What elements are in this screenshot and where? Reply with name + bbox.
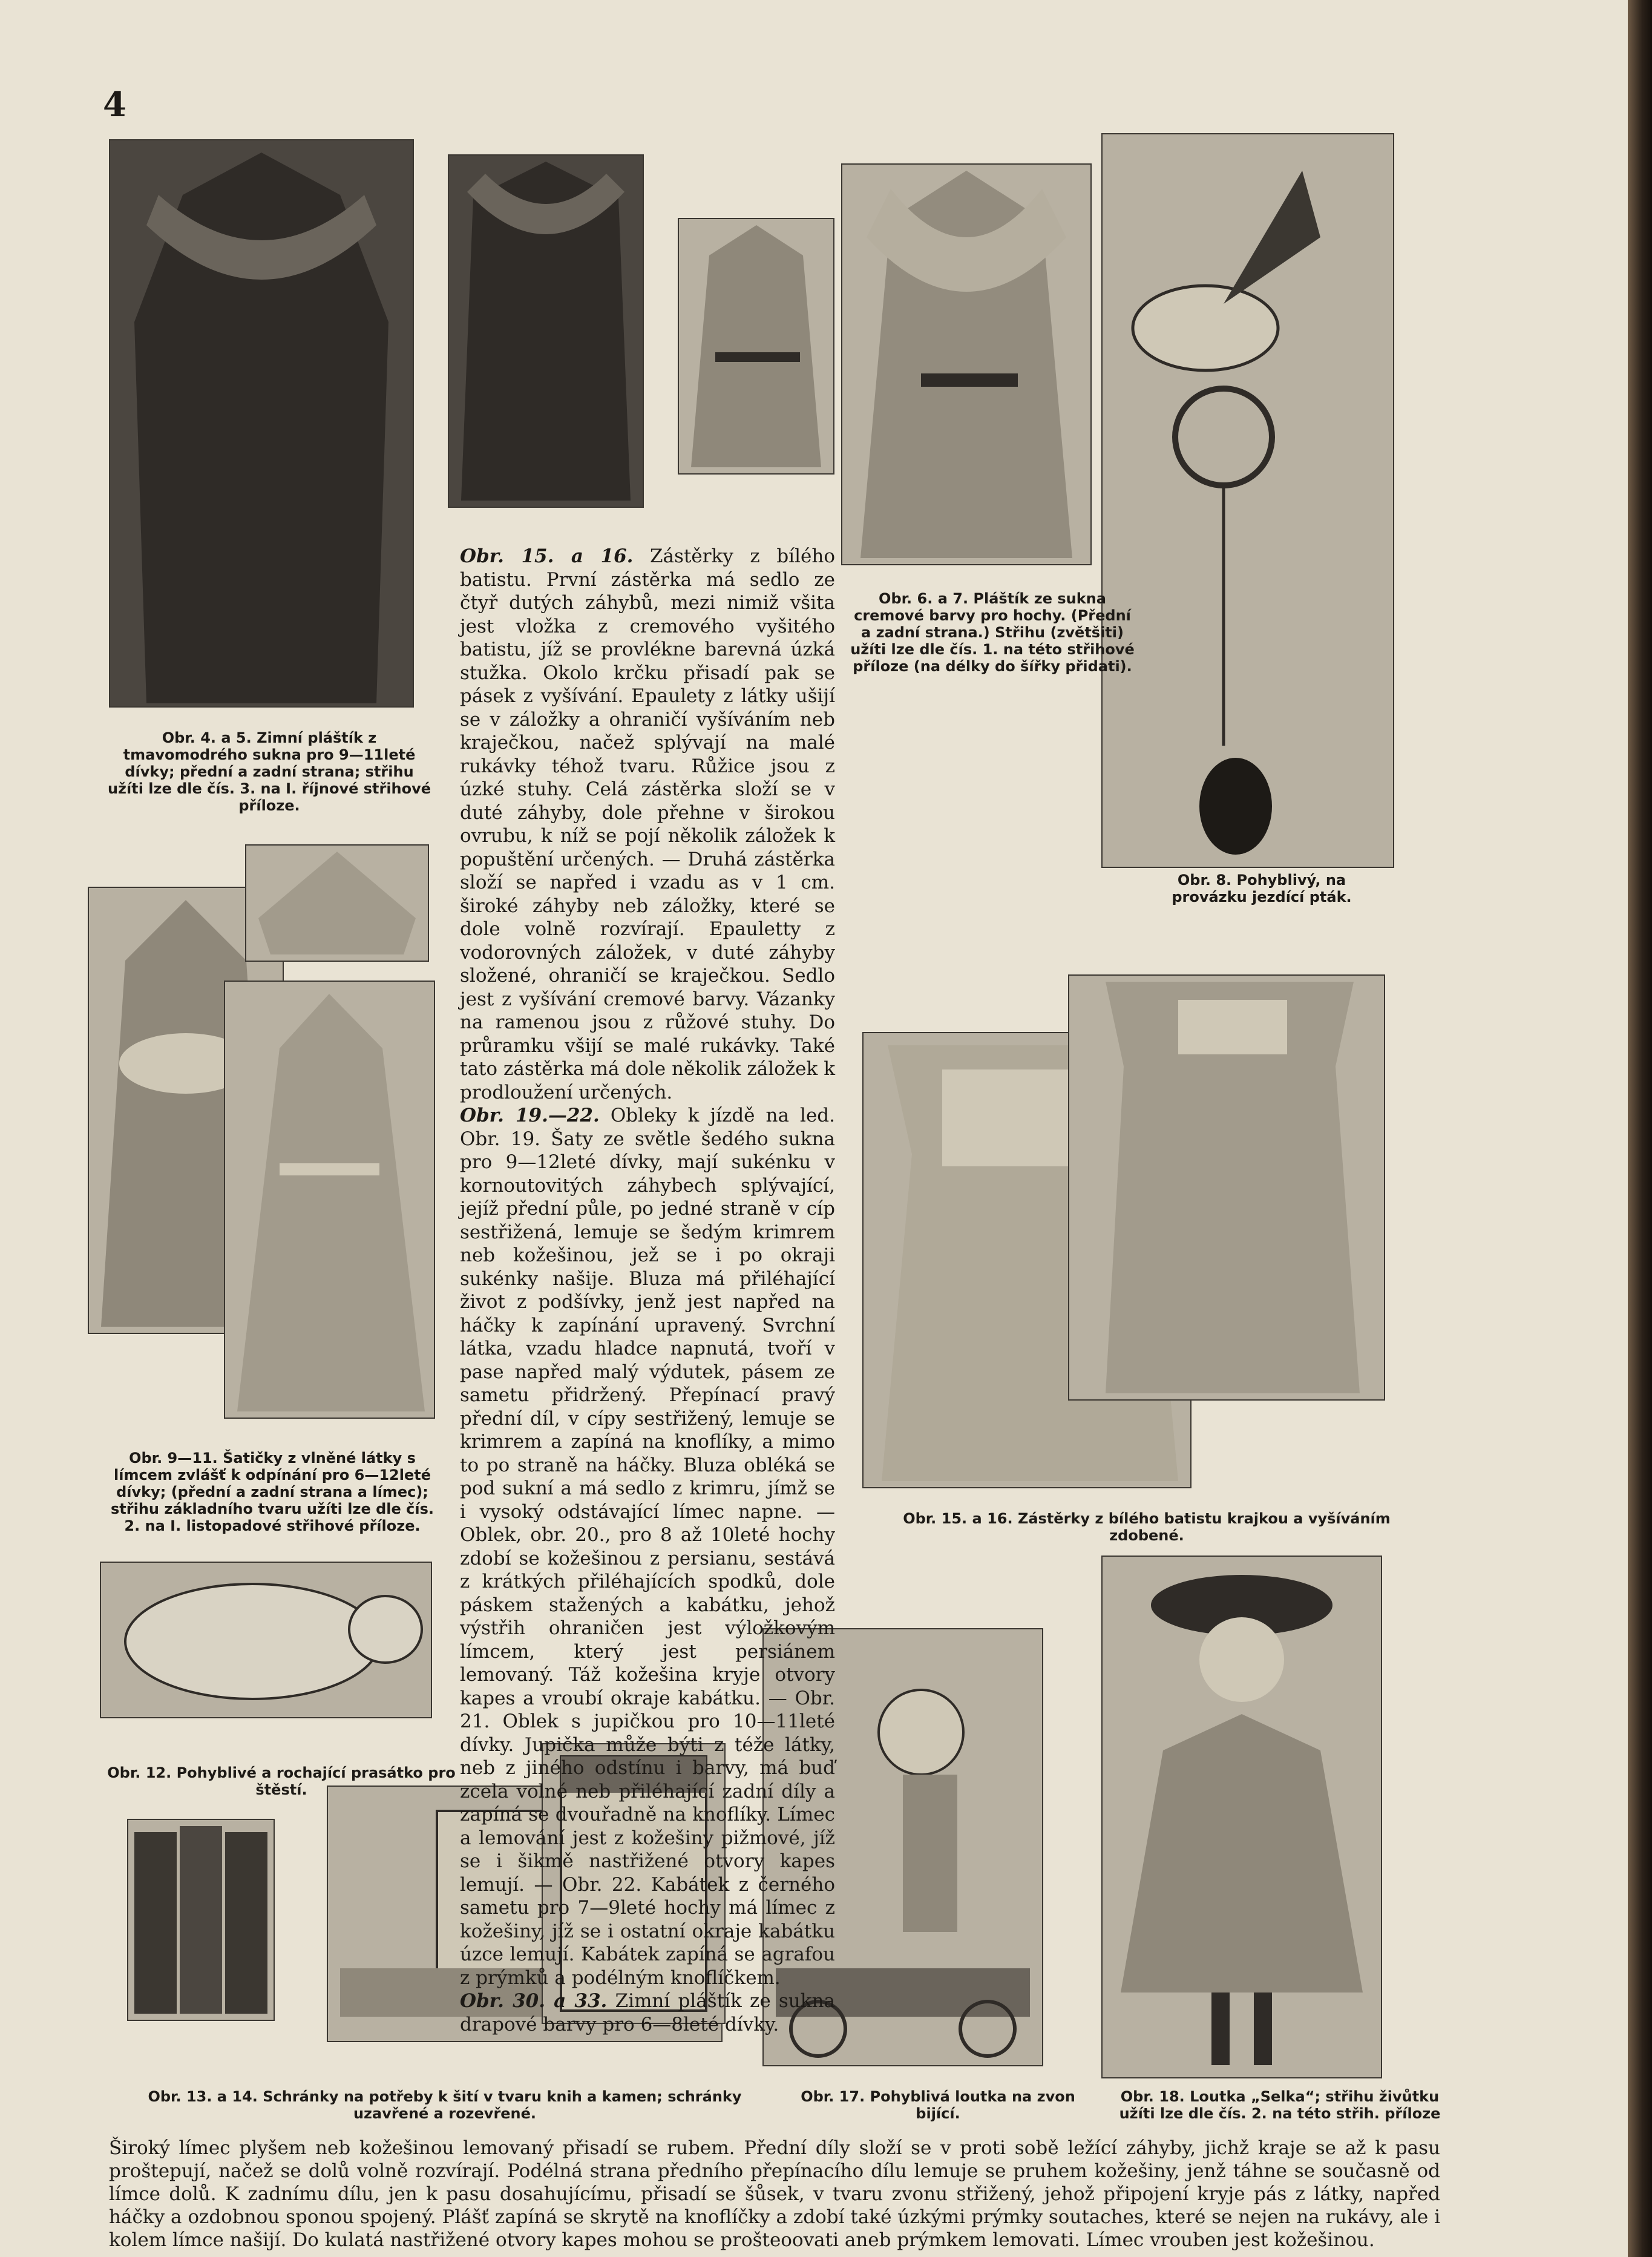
illustration-pig-12 <box>100 1562 432 1718</box>
page-number: 4 <box>103 85 126 125</box>
illustration-dress-back-11 <box>224 981 435 1419</box>
illustration-child-coat-6 <box>678 218 834 475</box>
illustration-sewing-box-books-13 <box>127 1819 275 2021</box>
illustration-coat-back-5 <box>448 154 644 508</box>
caption-obr-8: Obr. 8. Pohyblivý, na provázku jezdící pták. <box>1172 872 1352 905</box>
caption-obr-9-11: Obr. 9—11. Šatičky z vlněné látky s límcem zvlášť k odpínání pro 6—12leté dívky; (přední a zadní strana a límec); střihu základního tvaru užíti lze dle čís. 2. na I. listopadové střihové příloze. <box>111 1450 434 1534</box>
bottom-paragraph: Široký límec plyšem neb kožešinou lemovaný přisadí se rubem. Přední díly složí se v proti sobě ležící záhyby, jichž kraje se až k pasu proštepují, načež se dolů volně rozvírají. Podélná strana předního přepínacího dílu lemuje se pruhem kožešiny, jenž táhne se současně od límce dolů. K zadnímu dílu, jen k pasu dosahujícímu, přisadí se šůsek, v tvaru zvonu střižený, jehož připojení kryje pás z látky, napřed háčky a ozdobnou sponou spojený. Plášť zapíná se skrytě na knoflíčky a zdobí také úzkými prýmky soutaches, které se nejen na rukávy, ale i kolem límce našijí. Do kulatá nastřižené otvory kapes mohou se prošteoovati aneb prýmkem lemovati. Límec vrouben jest kožešinou. <box>109 2137 1440 2251</box>
paragraph-obr-30-33: Obr. 30. a 33. Zimní pláštík ze sukna drapové barvy pro 6—8leté dívky. <box>460 1990 835 2035</box>
heading-obr-15-16: Obr. 15. a 16. <box>460 545 634 567</box>
caption-obr-15-16: Obr. 15. a 16. Zástěrky z bílého batistu krajkou a vyšíváním zdobené. <box>903 1510 1391 1544</box>
illustration-child-coat-7 <box>841 163 1092 565</box>
illustration-collar-10 <box>245 844 429 962</box>
paragraph-obr-19-22: Obr. 19.—22. Obleky k jízdě na led. Obr. 19. Šaty ze světle šedého sukna pro 9—12leté dívky, mají sukénku v kornoutovitých záhybech splývající, jejíž přední půle, po jedné straně v cíp sestřižená, lemuje se šedým krimrem neb kožešinou, jež se i po okraji sukénky našije. Bluza má přiléhající život z podšívky, jenž jest napřed na háčky k zapínání upravený. Svrchní látka, vzadu hladce napnutá, tvoří v pase napřed malý výdutek, pásem ze sametu přidržený. Přepínací pravý přední díl, v cípy sestřižený, lemuje se krimrem a zapíná na knoflíky, a mimo to po straně na háčky. Bluza obléká se pod sukní a má sedlo z krimru, jímž se i vysoký odstávající límec napne. — Oblek, obr. 20., pro 8 až 10leté hochy zdobí se kožešinou z persianu, sestává z krátkých přiléhajících spodků, dole páskem stažených a kabátku, jehož výstřih ohraničen jest výložkovým límcem, který jest persiánem lemovaný. Táž kožešina kryje otvory kapes a vroubí okraje kabátku. — Obr. 21. Oblek s jupičkou pro 10—11leté dívky. Jupička může býti z téže látky, neb z jiného odstínu i barvy, má buď zcela volné neb přiléhající zadní díly a zapíná se dvouřadně na knoflíky. Límec a lemování jest z kožešiny pižmové, jíž se i šikmě nastřižené otvory kapes lemují. — Obr. 22. Kabátek z černého sametu pro 7—9leté hochy má límec z kožešiny, jíž se i ostatní okraje kabátku úzce lemují. Kabátek zapíná se agrafou z prýmků a podélným knoflíčkem. <box>460 1105 835 1989</box>
heading-obr-30-33: Obr. 30. a 33. <box>460 1990 608 2012</box>
caption-obr-4-5: Obr. 4. a 5. Zimní pláštík z tmavomodrého sukna pro 9—11leté dívky; přední a zadní strana; střihu užíti lze dle čís. 3. na I. říjnové střihové příloze. <box>107 729 431 814</box>
article-text <box>460 545 835 2036</box>
heading-obr-19-22: Obr. 19.—22. <box>460 1105 600 1126</box>
illustration-moving-bird-8 <box>1101 133 1394 868</box>
paragraph-obr-15-16: Obr. 15. a 16. Zástěrky z bílého batistu. První zástěrka má sedlo ze čtyř dutých záhybů, mezi nimiž všita jest vložka z cremového vyšitého batistu, jíž se provlékne barevná úzká stužka. Okolo krčku přisadí pak se pásek z vyšívání. Epaulety z látky ušijí se v záložky a ohraničí vyšíváním neb kraječkou, načež splývají na malé rukávky téhož tvaru. Růžice jsou z úzké stuhy. Celá zástěrka složí se v duté záhyby, dole přehne v širokou ovrubu, k níž se pojí několik záložek k popuštění určených. — Druhá zástěrka složí se napřed i vzadu as v 1 cm. široké záhyby neb záložky, které se dole volně rozvírají. Epauletty z vodorovných záložek, v duté záhyby složené, ohraničí se kraječkou. Sedlo jest z vyšívání cremové barvy. Vázanky na ramenou jsou z růžové stuhy. Do průramku všijí se malé rukávky. Také tato zástěrka má dole několik záložek k prodloužení určených. <box>460 545 835 1103</box>
caption-obr-12: Obr. 12. Pohyblivé a rochající prasátko pro štěstí. <box>107 1764 456 1798</box>
binding-edge <box>1628 0 1652 2257</box>
caption-obr-13-14: Obr. 13. a 14. Schránky na potřeby k šití v tvaru knih a kamen; schránky uzavřené a rozevřené. <box>148 2088 742 2122</box>
illustration-apron-16 <box>1068 974 1385 1401</box>
caption-obr-18: Obr. 18. Loutka „Selka“; střihu živůtku užíti lze dle čís. 2. na této střih. příloze <box>1119 2088 1441 2122</box>
caption-obr-6-7: Obr. 6. a 7. Pláštík ze sukna cremové barvy pro hochy. (Přední a zadní strana.) Střihu (zvětšiti) užíti lze dle čís. 1. na této střihové příloze (na délky do šířky přidati). <box>850 590 1135 675</box>
illustration-coat-front-4 <box>109 139 414 708</box>
caption-obr-17: Obr. 17. Pohyblivá loutka na zvon bijící. <box>801 2088 1075 2122</box>
illustration-doll-selka-18 <box>1101 1556 1382 2078</box>
